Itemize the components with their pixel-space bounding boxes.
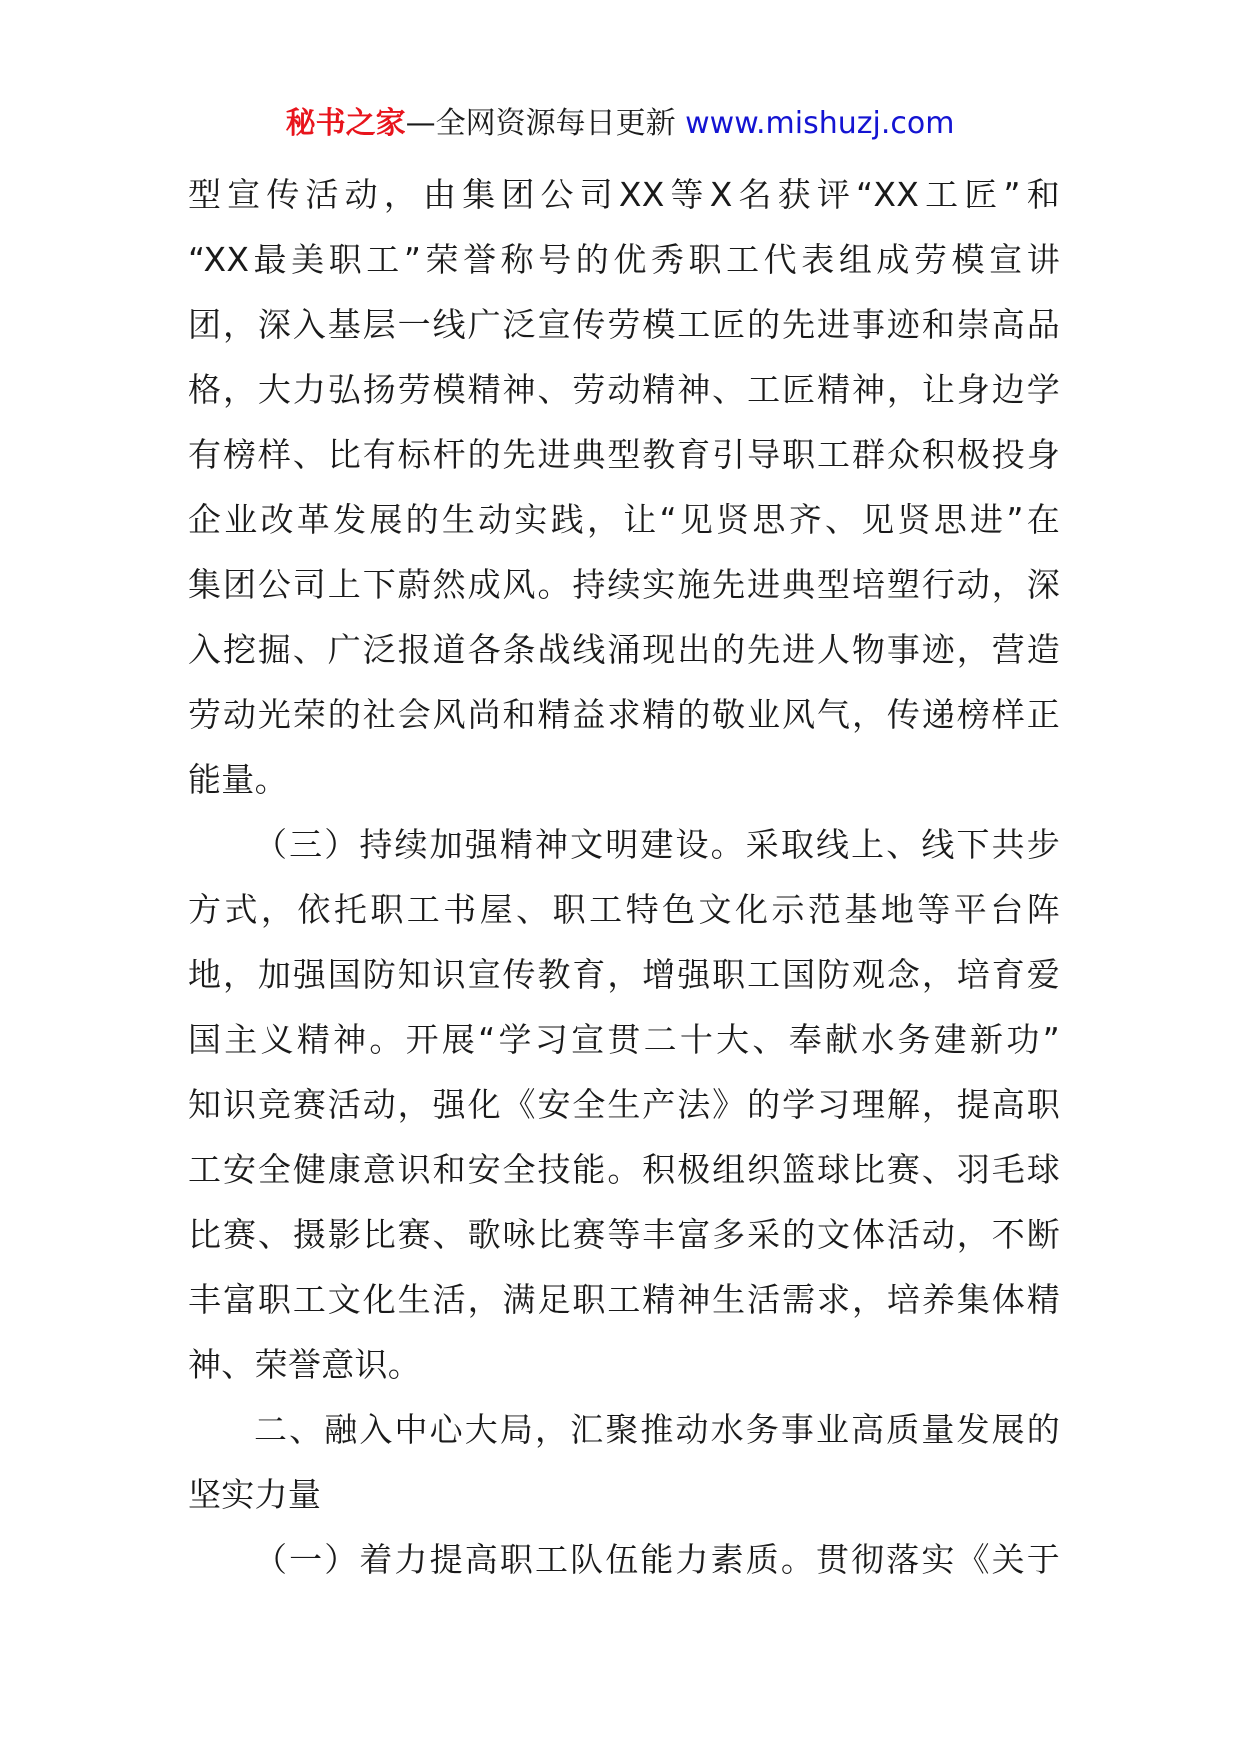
text-line: 国主义精神。开展“学习宣贯二十大、奉献水务建新功” — [188, 1020, 1060, 1059]
site-tagline: —全网资源每日更新 — [405, 106, 676, 141]
chapter-heading-line: 二、融入中心大局，汇聚推动水务事业高质量发展的 — [254, 1410, 1060, 1449]
text-line: 工安全健康意识和安全技能。积极组织篮球比赛、羽毛球 — [188, 1150, 1060, 1189]
document-body — [188, 162, 1060, 1592]
section-heading-line: （一）着力提高职工队伍能力素质。贯彻落实《关于 — [254, 1540, 1060, 1579]
text-line: 能量。 — [188, 760, 288, 799]
section-heading-line: （三）持续加强精神文明建设。采取线上、线下共步 — [254, 825, 1060, 864]
chapter-heading-line: 坚实力量 — [188, 1475, 322, 1514]
text-line: 格，大力弘扬劳模精神、劳动精神、工匠精神，让身边学 — [188, 370, 1060, 409]
site-header — [0, 100, 1240, 148]
text-line: 知识竞赛活动，强化《安全生产法》的学习理解，提高职 — [188, 1085, 1060, 1124]
text-line: “XX最美职工”荣誉称号的优秀职工代表组成劳模宣讲 — [188, 240, 1060, 279]
text-line: 有榜样、比有标杆的先进典型教育引导职工群众积极投身 — [188, 435, 1060, 474]
text-line: 丰富职工文化生活，满足职工精神生活需求，培养集体精 — [188, 1280, 1060, 1319]
text-line: 比赛、摄影比赛、歌咏比赛等丰富多采的文体活动，不断 — [188, 1215, 1060, 1254]
site-brand: 秘书之家 — [285, 106, 406, 141]
text-line: 劳动光荣的社会风尚和精益求精的敬业风气，传递榜样正 — [188, 695, 1060, 734]
text-line: 地，加强国防知识宣传教育，增强职工国防观念，培育爱 — [188, 955, 1060, 994]
text-line: 入挖掘、广泛报道各条战线涌现出的先进人物事迹，营造 — [188, 630, 1060, 669]
site-url-link[interactable]: www.mishuzj.com — [685, 106, 955, 141]
text-line: 型宣传活动，由集团公司XX等X名获评“XX工匠”和 — [188, 175, 1060, 214]
text-line: 集团公司上下蔚然成风。持续实施先进典型培塑行动，深 — [188, 565, 1060, 604]
text-line: 团，深入基层一线广泛宣传劳模工匠的先进事迹和崇高品 — [188, 305, 1060, 344]
text-line: 神、荣誉意识。 — [188, 1345, 422, 1384]
text-line: 方式，依托职工书屋、职工特色文化示范基地等平台阵 — [188, 890, 1060, 929]
text-line: 企业改革发展的生动实践，让“见贤思齐、见贤思进”在 — [188, 500, 1060, 539]
